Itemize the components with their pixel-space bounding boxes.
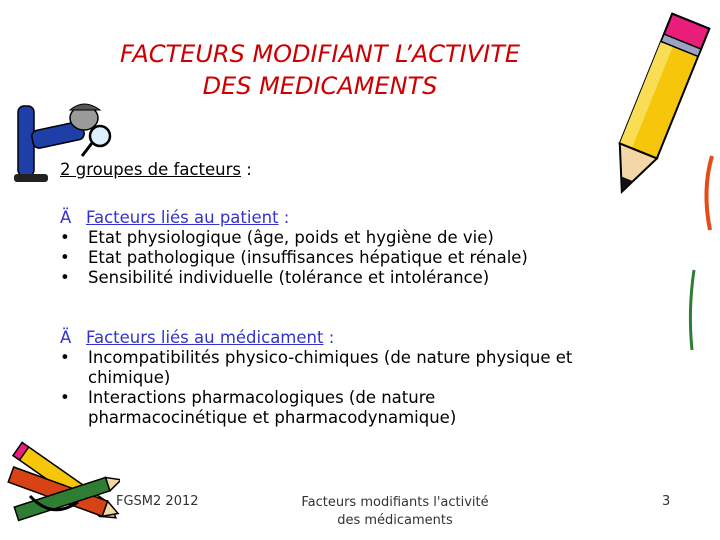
- list-item-text: Etat pathologique (insuffisances hépatique et rénale): [88, 248, 528, 267]
- pencil-marks-icon: [672, 150, 718, 370]
- title-line-2: DES MEDICAMENTS: [202, 72, 438, 100]
- list-item: [60, 348, 660, 388]
- section-heading-label: Facteurs liés au patient: [86, 208, 279, 227]
- footer-title: [280, 494, 510, 530]
- list-item-text: Sensibilité individuelle (tolérance et intolérance): [88, 268, 490, 287]
- list-item: [60, 268, 660, 288]
- section-medicament: [60, 328, 660, 428]
- list-item-text: Interactions pharmacologiques (de nature pharmacocinétique et pharmacodynamique): [88, 388, 457, 427]
- arrow-bullet-icon: Ä: [60, 208, 72, 227]
- footer-title-line-1: Facteurs modifiants l'activité: [301, 495, 489, 510]
- page-number: 3: [662, 494, 671, 509]
- section-patient: [60, 208, 660, 288]
- bullet-icon: •: [60, 348, 70, 367]
- section-heading: [60, 328, 660, 348]
- section-heading-suffix: :: [278, 208, 290, 227]
- slide-title: [30, 38, 610, 102]
- list-item: [60, 388, 660, 428]
- bullet-icon: •: [60, 388, 70, 407]
- section-heading-suffix: :: [323, 328, 335, 347]
- intro-line: [60, 160, 660, 180]
- footer-date: FGSM2 2012: [116, 494, 199, 509]
- footer-title-line-2: des médicaments: [337, 513, 453, 528]
- section-heading-label: Facteurs liés au médicament: [86, 328, 324, 347]
- bullet-icon: •: [60, 228, 70, 247]
- bullet-icon: •: [60, 268, 70, 287]
- list-item: [60, 248, 660, 268]
- section-heading: [60, 208, 660, 228]
- intro-suffix: :: [240, 160, 252, 179]
- bullet-icon: •: [60, 248, 70, 267]
- list-item-text: Etat physiologique (âge, poids et hygiène de vie): [88, 228, 494, 247]
- intro-label: 2 groupes de facteurs: [60, 160, 241, 179]
- pencils-bundle-icon: [0, 432, 120, 540]
- title-line-1: FACTEURS MODIFIANT L’ACTIVITE: [119, 40, 521, 68]
- list-item-text: Incompatibilités physico-chimiques (de nature physique et chimique): [88, 348, 573, 387]
- list-item: [60, 228, 660, 248]
- arrow-bullet-icon: Ä: [60, 328, 72, 347]
